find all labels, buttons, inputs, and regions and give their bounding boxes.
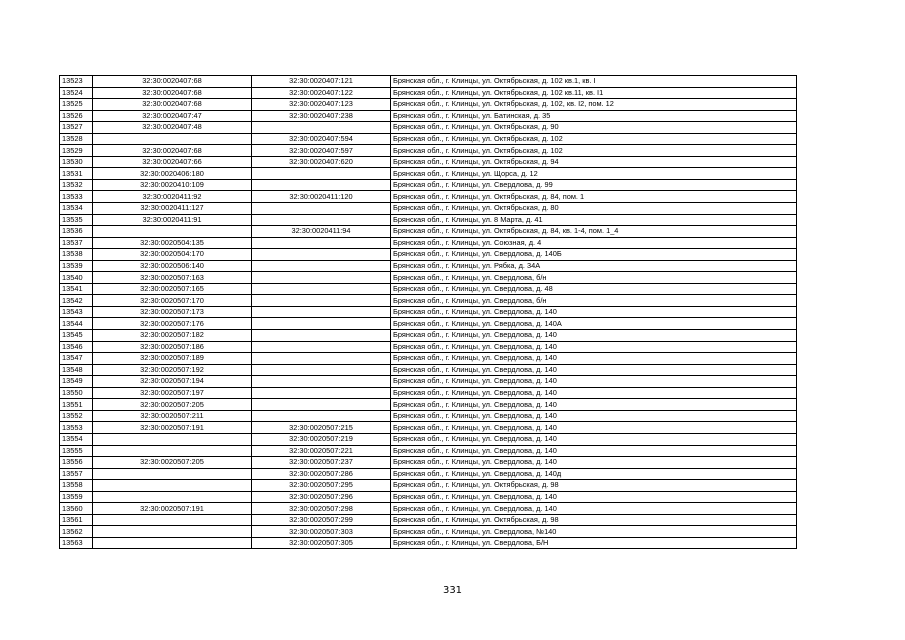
object-cadastral-number-cell [252,283,391,295]
table-row [60,214,797,226]
table-row [60,283,797,295]
row-number-cell: 13524 [60,87,93,99]
land-cadastral-number-cell: 32:30:0020411:92 [93,191,252,203]
object-cadastral-number-cell [252,295,391,307]
row-number-cell: 13559 [60,491,93,503]
land-cadastral-number-cell: 32:30:0020506:140 [93,260,252,272]
row-number-cell: 13535 [60,214,93,226]
land-cadastral-number-cell: 32:30:0020410:109 [93,179,252,191]
table-row [60,433,797,445]
object-cadastral-number-cell [252,318,391,330]
page-number: 331 [442,585,463,596]
table-row [60,249,797,261]
address-cell: Брянская обл., г. Клинцы, ул. Свердлова, д. 140 [391,330,797,342]
object-cadastral-number-cell [252,306,391,318]
object-cadastral-number-cell [252,237,391,249]
table-row [60,410,797,422]
object-cadastral-number-cell [252,376,391,388]
object-cadastral-number-cell: 32:30:0020507:295 [252,480,391,492]
land-cadastral-number-cell: 32:30:0020407:68 [93,99,252,111]
land-cadastral-number-cell: 32:30:0020407:48 [93,122,252,134]
row-number-cell: 13538 [60,249,93,261]
address-cell: Брянская обл., г. Клинцы, ул. Свердлова, д. 140 [391,422,797,434]
table-row [60,87,797,99]
address-cell: Брянская обл., г. Клинцы, ул. Октябрьская, д. 80 [391,203,797,215]
land-cadastral-number-cell: 32:30:0020507:197 [93,387,252,399]
land-cadastral-number-cell: 32:30:0020504:135 [93,237,252,249]
land-cadastral-number-cell [93,537,252,549]
row-number-cell: 13534 [60,203,93,215]
row-number-cell: 13555 [60,445,93,457]
object-cadastral-number-cell: 32:30:0020411:120 [252,191,391,203]
table-row [60,353,797,365]
row-number-cell: 13530 [60,156,93,168]
object-cadastral-number-cell: 32:30:0020407:238 [252,110,391,122]
row-number-cell: 13528 [60,133,93,145]
address-cell: Брянская обл., г. Клинцы, ул. Свердлова, д. 140 [391,503,797,515]
land-cadastral-number-cell: 32:30:0020507:163 [93,272,252,284]
object-cadastral-number-cell: 32:30:0020407:594 [252,133,391,145]
table-row [60,503,797,515]
object-cadastral-number-cell: 32:30:0020507:296 [252,491,391,503]
address-cell: Брянская обл., г. Клинцы, ул. Батинская, д. 35 [391,110,797,122]
row-number-cell: 13560 [60,503,93,515]
row-number-cell: 13529 [60,145,93,157]
address-cell: Брянская обл., г. Клинцы, ул. Октябрьская, д. 84, кв. 1-4, пом. 1_4 [391,226,797,238]
address-cell: Брянская обл., г. Клинцы, ул. Свердлова, б/н [391,272,797,284]
address-cell: Брянская обл., г. Клинцы, ул. Свердлова, д. 140 [391,353,797,365]
address-cell: Брянская обл., г. Клинцы, ул. Октябрьская, д. 102, кв. I2, пом. 12 [391,99,797,111]
table-row [60,526,797,538]
table-row [60,260,797,272]
object-cadastral-number-cell: 32:30:0020407:597 [252,145,391,157]
address-cell: Брянская обл., г. Клинцы, ул. Свердлова, Б/Н [391,537,797,549]
address-cell: Брянская обл., г. Клинцы, ул. Свердлова, д. 140 [391,364,797,376]
table-row [60,145,797,157]
object-cadastral-number-cell: 32:30:0020507:303 [252,526,391,538]
row-number-cell: 13563 [60,537,93,549]
object-cadastral-number-cell: 32:30:0020407:123 [252,99,391,111]
address-cell: Брянская обл., г. Клинцы, ул. Свердлова, д. 140 [391,341,797,353]
land-cadastral-number-cell: 32:30:0020507:173 [93,306,252,318]
registry-table-body [60,76,797,549]
object-cadastral-number-cell: 32:30:0020507:299 [252,514,391,526]
address-cell: Брянская обл., г. Клинцы, ул. Свердлова, №140 [391,526,797,538]
object-cadastral-number-cell [252,272,391,284]
table-row [60,387,797,399]
land-cadastral-number-cell [93,468,252,480]
row-number-cell: 13551 [60,399,93,411]
object-cadastral-number-cell: 32:30:0020507:305 [252,537,391,549]
address-cell: Брянская обл., г. Клинцы, ул. 8 Марта, д. 41 [391,214,797,226]
land-cadastral-number-cell: 32:30:0020407:68 [93,145,252,157]
address-cell: Брянская обл., г. Клинцы, ул. Свердлова, б/н [391,295,797,307]
address-cell: Брянская обл., г. Клинцы, ул. Октябрьская, д. 84, пом. 1 [391,191,797,203]
land-cadastral-number-cell: 32:30:0020407:68 [93,87,252,99]
object-cadastral-number-cell [252,410,391,422]
address-cell: Брянская обл., г. Клинцы, ул. Октябрьская, д. 98 [391,480,797,492]
row-number-cell: 13556 [60,457,93,469]
object-cadastral-number-cell [252,168,391,180]
object-cadastral-number-cell [252,214,391,226]
row-number-cell: 13540 [60,272,93,284]
address-cell: Брянская обл., г. Клинцы, ул. Октябрьская, д. 98 [391,514,797,526]
object-cadastral-number-cell [252,330,391,342]
table-row [60,226,797,238]
object-cadastral-number-cell [252,353,391,365]
object-cadastral-number-cell: 32:30:0020507:298 [252,503,391,515]
address-cell: Брянская обл., г. Клинцы, ул. Свердлова, д. 140Б [391,249,797,261]
object-cadastral-number-cell: 32:30:0020507:237 [252,457,391,469]
row-number-cell: 13543 [60,306,93,318]
row-number-cell: 13561 [60,514,93,526]
table-row [60,156,797,168]
address-cell: Брянская обл., г. Клинцы, ул. Октябрьская, д. 94 [391,156,797,168]
address-cell: Брянская обл., г. Клинцы, ул. Щорса, д. 12 [391,168,797,180]
land-cadastral-number-cell: 32:30:0020507:186 [93,341,252,353]
row-number-cell: 13547 [60,353,93,365]
row-number-cell: 13552 [60,410,93,422]
row-number-cell: 13532 [60,179,93,191]
table-row [60,133,797,145]
object-cadastral-number-cell: 32:30:0020507:286 [252,468,391,480]
table-row [60,272,797,284]
address-cell: Брянская обл., г. Клинцы, ул. Рябка, д. 34А [391,260,797,272]
address-cell: Брянская обл., г. Клинцы, ул. Союзная, д. 4 [391,237,797,249]
table-row [60,179,797,191]
row-number-cell: 13553 [60,422,93,434]
land-cadastral-number-cell: 32:30:0020507:191 [93,503,252,515]
address-cell: Брянская обл., г. Клинцы, ул. Свердлова, д. 140 [391,306,797,318]
table-row [60,110,797,122]
table-row [60,376,797,388]
table-row [60,168,797,180]
object-cadastral-number-cell: 32:30:0020407:620 [252,156,391,168]
table-row [60,468,797,480]
land-cadastral-number-cell: 32:30:0020411:91 [93,214,252,226]
object-cadastral-number-cell [252,260,391,272]
land-cadastral-number-cell: 32:30:0020406:180 [93,168,252,180]
land-cadastral-number-cell: 32:30:0020507:189 [93,353,252,365]
address-cell: Брянская обл., г. Клинцы, ул. Свердлова, д. 140 [391,399,797,411]
row-number-cell: 13541 [60,283,93,295]
table-row [60,422,797,434]
address-cell: Брянская обл., г. Клинцы, ул. Свердлова, д. 140 [391,387,797,399]
row-number-cell: 13523 [60,76,93,88]
land-cadastral-number-cell: 32:30:0020504:170 [93,249,252,261]
table-row [60,318,797,330]
row-number-cell: 13546 [60,341,93,353]
land-cadastral-number-cell: 32:30:0020407:47 [93,110,252,122]
address-cell: Брянская обл., г. Клинцы, ул. Свердлова, д. 99 [391,179,797,191]
object-cadastral-number-cell: 32:30:0020411:94 [252,226,391,238]
land-cadastral-number-cell [93,433,252,445]
object-cadastral-number-cell [252,364,391,376]
table-row [60,99,797,111]
address-cell: Брянская обл., г. Клинцы, ул. Свердлова, д. 140 [391,410,797,422]
address-cell: Брянская обл., г. Клинцы, ул. Октябрьская, д. 90 [391,122,797,134]
land-cadastral-number-cell: 32:30:0020411:127 [93,203,252,215]
land-cadastral-number-cell: 32:30:0020507:194 [93,376,252,388]
address-cell: Брянская обл., г. Клинцы, ул. Октябрьская, д. 102 кв.1, кв. I [391,76,797,88]
table-row [60,399,797,411]
row-number-cell: 13549 [60,376,93,388]
address-cell: Брянская обл., г. Клинцы, ул. Свердлова, д. 140 [391,491,797,503]
object-cadastral-number-cell [252,399,391,411]
address-cell: Брянская обл., г. Клинцы, ул. Свердлова, д. 140 [391,445,797,457]
table-row [60,76,797,88]
address-cell: Брянская обл., г. Клинцы, ул. Свердлова, д. 140 [391,457,797,469]
object-cadastral-number-cell: 32:30:0020507:215 [252,422,391,434]
table-row [60,203,797,215]
row-number-cell: 13558 [60,480,93,492]
table-row [60,457,797,469]
row-number-cell: 13550 [60,387,93,399]
row-number-cell: 13526 [60,110,93,122]
table-row [60,445,797,457]
land-cadastral-number-cell [93,133,252,145]
object-cadastral-number-cell: 32:30:0020407:122 [252,87,391,99]
object-cadastral-number-cell [252,249,391,261]
address-cell: Брянская обл., г. Клинцы, ул. Октябрьская, д. 102 [391,145,797,157]
row-number-cell: 13537 [60,237,93,249]
row-number-cell: 13533 [60,191,93,203]
row-number-cell: 13527 [60,122,93,134]
registry-table [59,75,797,549]
address-cell: Брянская обл., г. Клинцы, ул. Октябрьская, д. 102 кв.11, кв. I1 [391,87,797,99]
land-cadastral-number-cell [93,526,252,538]
object-cadastral-number-cell: 32:30:0020407:121 [252,76,391,88]
row-number-cell: 13544 [60,318,93,330]
table-row [60,191,797,203]
row-number-cell: 13548 [60,364,93,376]
object-cadastral-number-cell [252,341,391,353]
land-cadastral-number-cell [93,514,252,526]
land-cadastral-number-cell: 32:30:0020407:68 [93,76,252,88]
row-number-cell: 13531 [60,168,93,180]
object-cadastral-number-cell: 32:30:0020507:219 [252,433,391,445]
land-cadastral-number-cell [93,491,252,503]
table-row [60,330,797,342]
table-row [60,491,797,503]
table-row [60,480,797,492]
object-cadastral-number-cell [252,203,391,215]
row-number-cell: 13539 [60,260,93,272]
table-row [60,122,797,134]
object-cadastral-number-cell [252,387,391,399]
land-cadastral-number-cell [93,445,252,457]
object-cadastral-number-cell [252,122,391,134]
land-cadastral-number-cell: 32:30:0020507:205 [93,399,252,411]
table-row [60,364,797,376]
land-cadastral-number-cell: 32:30:0020507:205 [93,457,252,469]
row-number-cell: 13554 [60,433,93,445]
address-cell: Брянская обл., г. Клинцы, ул. Свердлова, д. 140д [391,468,797,480]
row-number-cell: 13536 [60,226,93,238]
address-cell: Брянская обл., г. Клинцы, ул. Свердлова, д. 140А [391,318,797,330]
land-cadastral-number-cell: 32:30:0020507:176 [93,318,252,330]
table-row [60,306,797,318]
land-cadastral-number-cell [93,480,252,492]
object-cadastral-number-cell [252,179,391,191]
table-row [60,514,797,526]
table-row [60,237,797,249]
land-cadastral-number-cell: 32:30:0020507:182 [93,330,252,342]
land-cadastral-number-cell: 32:30:0020507:170 [93,295,252,307]
row-number-cell: 13545 [60,330,93,342]
address-cell: Брянская обл., г. Клинцы, ул. Свердлова, д. 140 [391,376,797,388]
land-cadastral-number-cell: 32:30:0020507:191 [93,422,252,434]
land-cadastral-number-cell: 32:30:0020507:165 [93,283,252,295]
land-cadastral-number-cell: 32:30:0020407:66 [93,156,252,168]
object-cadastral-number-cell: 32:30:0020507:221 [252,445,391,457]
table-row [60,295,797,307]
row-number-cell: 13557 [60,468,93,480]
row-number-cell: 13562 [60,526,93,538]
table-row [60,537,797,549]
address-cell: Брянская обл., г. Клинцы, ул. Октябрьская, д. 102 [391,133,797,145]
row-number-cell: 13525 [60,99,93,111]
row-number-cell: 13542 [60,295,93,307]
address-cell: Брянская обл., г. Клинцы, ул. Свердлова, д. 140 [391,433,797,445]
land-cadastral-number-cell [93,226,252,238]
address-cell: Брянская обл., г. Клинцы, ул. Свердлова, д. 48 [391,283,797,295]
land-cadastral-number-cell: 32:30:0020507:192 [93,364,252,376]
land-cadastral-number-cell: 32:30:0020507:211 [93,410,252,422]
table-row [60,341,797,353]
